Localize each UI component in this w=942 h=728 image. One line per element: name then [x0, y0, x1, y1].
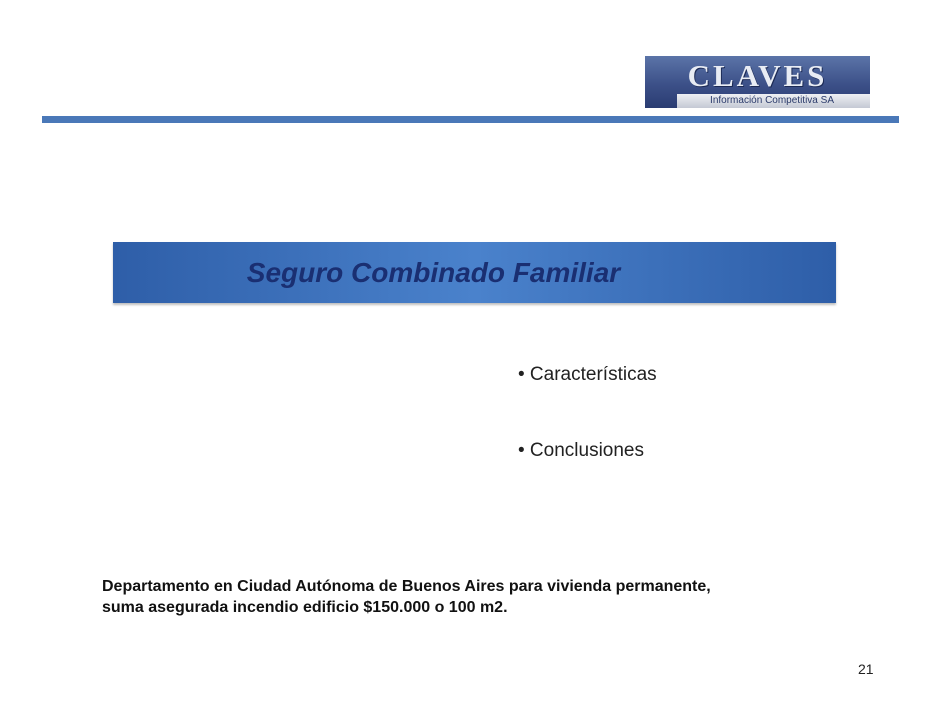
bullet-conclusiones: • Conclusiones	[518, 440, 644, 461]
logo-tagline: Información Competitiva SA	[677, 94, 870, 108]
description-line-1: Departamento en Ciudad Autónoma de Buenos Aires para vivienda permanente,	[102, 578, 711, 595]
description	[102, 576, 862, 618]
description-line-2: suma asegurada incendio edificio $150.000 o 100 m2.	[102, 599, 508, 616]
claves-logo	[645, 56, 870, 108]
bullet-caracteristicas: • Características	[518, 364, 657, 385]
slide-title: Seguro Combinado Familiar	[246, 257, 621, 288]
logo-wordmark: CLAVES	[687, 58, 828, 93]
header-rule	[42, 116, 899, 123]
title-banner	[113, 242, 836, 303]
page-number: 21	[858, 661, 874, 677]
